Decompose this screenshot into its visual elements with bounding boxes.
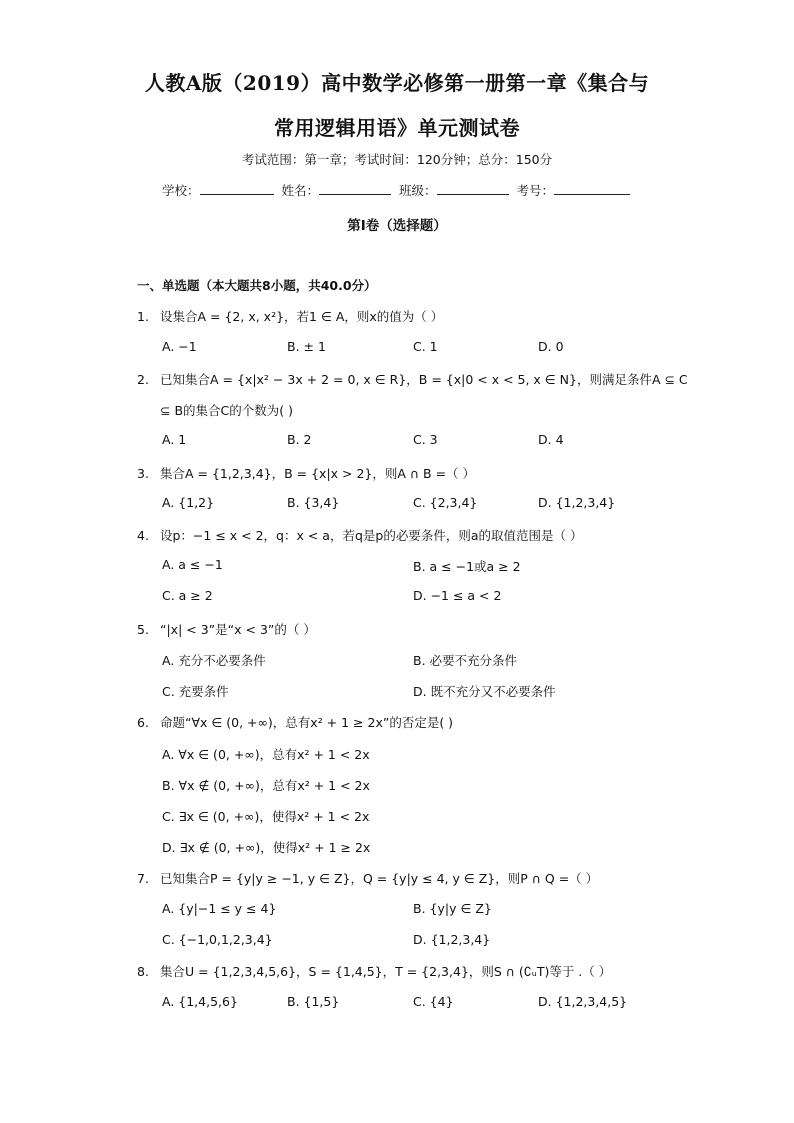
section-title: 一、单选题（本大题共8小题，共40.0分） xyxy=(137,278,377,293)
option-a[interactable]: A. {y|−1 ≤ y ≤ 4} xyxy=(162,901,277,916)
option-a[interactable]: A. −1 xyxy=(162,339,197,354)
option-d[interactable]: D. {1,2,3,4,5} xyxy=(538,994,628,1009)
option-c[interactable]: C. 1 xyxy=(413,339,438,354)
option-d[interactable]: D. 0 xyxy=(538,339,564,354)
option-b[interactable]: B. ± 1 xyxy=(287,339,326,354)
option-d[interactable]: D. 4 xyxy=(538,432,564,447)
option-b[interactable]: B. 2 xyxy=(287,432,312,447)
question-number: 3. xyxy=(137,466,149,481)
question-8 xyxy=(137,962,611,980)
question-stem: 设p：−1 ≤ x < 2，q：x < a，若q是p的必要条件，则a的取值范围是（ ） xyxy=(160,528,583,543)
option-b[interactable]: B. 必要不充分条件 xyxy=(413,653,518,668)
option-b[interactable]: B. {1,5} xyxy=(287,994,340,1009)
question-stem: 已知集合P = {y|y ≥ −1, y ∈ Z}，Q = {y|y ≤ 4, y ∈ Z}，则P ∩ Q =（ ） xyxy=(160,871,599,886)
option-c[interactable]: C. {−1,0,1,2,3,4} xyxy=(162,932,273,947)
question-number: 2. xyxy=(137,372,149,387)
question-3 xyxy=(137,464,475,482)
question-5 xyxy=(137,620,316,638)
exam-number-label: 考号： xyxy=(516,183,555,198)
student-info-fields xyxy=(162,181,642,199)
question-1 xyxy=(137,307,443,325)
option-c[interactable]: C. {4} xyxy=(413,994,454,1009)
class-label: 班级： xyxy=(399,183,437,198)
option-c[interactable]: C. a ≥ 2 xyxy=(162,588,213,603)
question-stem: 已知集合A = {x|x² − 3x + 2 = 0, x ∈ R}，B = {x|0 < x < 5, x ∈ N}，则满足条件A ⊆ C xyxy=(160,372,688,387)
name-blank[interactable] xyxy=(319,182,391,195)
option-c[interactable]: C. 3 xyxy=(413,432,438,447)
school-label: 学校： xyxy=(162,183,200,198)
option-d[interactable]: D. 既不充分又不必要条件 xyxy=(413,684,556,699)
question-stem: “|x| < 3”是“x < 3”的（ ） xyxy=(160,622,316,637)
question-stem: 命题“∀x ∈ (0, +∞)，总有x² + 1 ≥ 2x”的否定是( ) xyxy=(160,715,454,730)
question-stem: 设集合A = {2, x, x²}，若1 ∈ A，则x的值为（ ） xyxy=(160,309,444,324)
exam-meta: 考试范围：第一章；考试时间：120分钟；总分：150分 xyxy=(241,152,553,167)
question-4 xyxy=(137,526,582,544)
option-a[interactable]: A. ∀x ∈ (0, +∞)，总有x² + 1 < 2x xyxy=(162,747,370,762)
question-6 xyxy=(137,713,453,731)
exam-title-line-1: 人教A版（2019）高中数学必修第一册第一章《集合与 xyxy=(144,71,650,95)
option-a[interactable]: A. {1,2} xyxy=(162,495,215,510)
option-b[interactable]: B. a ≤ −1或a ≥ 2 xyxy=(413,559,521,574)
option-a[interactable]: A. a ≤ −1 xyxy=(162,557,223,572)
question-stem-continued: ⊆ B的集合C的个数为( ) xyxy=(160,403,293,418)
question-number: 8. xyxy=(137,964,149,979)
option-c[interactable]: C. {2,3,4} xyxy=(413,495,478,510)
question-stem: 集合A = {1,2,3,4}，B = {x|x > 2}，则A ∩ B =（ ） xyxy=(160,466,476,481)
option-d[interactable]: D. ∃x ∉ (0, +∞)，使得x² + 1 ≥ 2x xyxy=(162,840,371,855)
question-number: 7. xyxy=(137,871,149,886)
option-d[interactable]: D. −1 ≤ a < 2 xyxy=(413,588,502,603)
question-7 xyxy=(137,869,598,887)
exam-title-line-2: 常用逻辑用语》单元测试卷 xyxy=(274,116,520,140)
question-number: 6. xyxy=(137,715,149,730)
question-2 xyxy=(137,370,688,388)
option-b[interactable]: B. ∀x ∉ (0, +∞)，总有x² + 1 < 2x xyxy=(162,778,370,793)
exam-number-blank[interactable] xyxy=(554,182,630,195)
question-stem: 集合U = {1,2,3,4,5,6}，S = {1,4,5}，T = {2,3,4}，则S ∩ (∁ᵤT)等于 .（ ） xyxy=(160,964,612,979)
option-c[interactable]: C. ∃x ∈ (0, +∞)，使得x² + 1 < 2x xyxy=(162,809,370,824)
class-blank[interactable] xyxy=(437,182,509,195)
option-d[interactable]: D. {1,2,3,4} xyxy=(538,495,616,510)
option-b[interactable]: B. {3,4} xyxy=(287,495,340,510)
volume-heading: 第I卷（选择题） xyxy=(347,218,447,234)
option-b[interactable]: B. {y|y ∈ Z} xyxy=(413,901,492,916)
option-d[interactable]: D. {1,2,3,4} xyxy=(413,932,491,947)
name-label: 姓名： xyxy=(281,183,320,198)
option-a[interactable]: A. 1 xyxy=(162,432,187,447)
option-a[interactable]: A. 充分不必要条件 xyxy=(162,653,266,668)
question-number: 1. xyxy=(137,309,149,324)
question-number: 4. xyxy=(137,528,149,543)
question-number: 5. xyxy=(137,622,149,637)
option-c[interactable]: C. 充要条件 xyxy=(162,684,229,699)
school-blank[interactable] xyxy=(200,182,274,195)
option-a[interactable]: A. {1,4,5,6} xyxy=(162,994,238,1009)
